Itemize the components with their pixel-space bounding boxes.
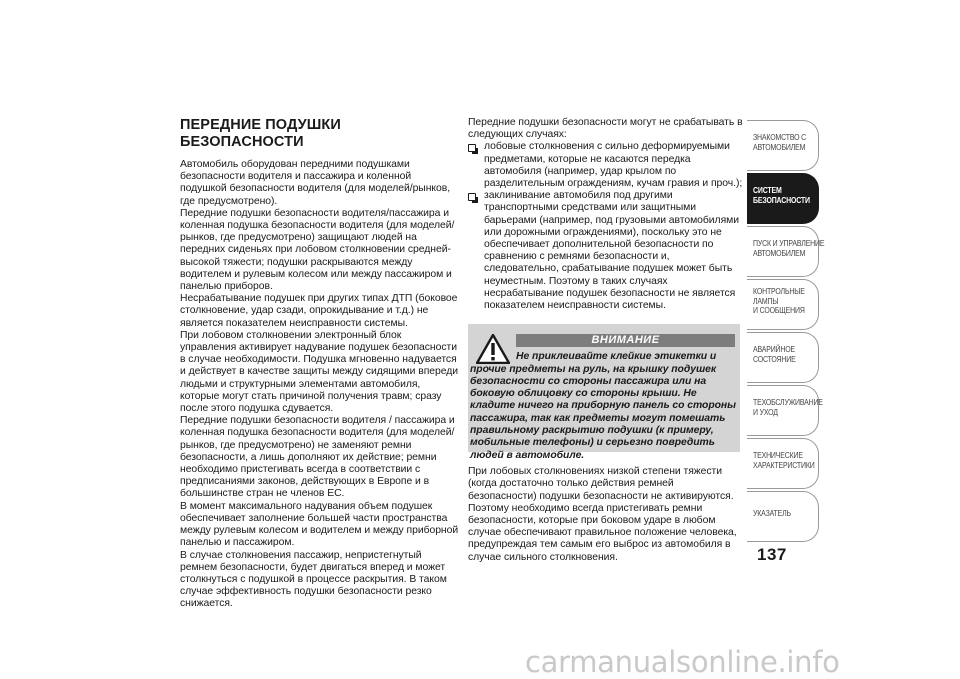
warning-header: ВНИМАНИЕ (516, 334, 735, 347)
list-item (468, 141, 743, 190)
bullet-text: заклинивание автомобиля под другими транспортными средствами или защитными барьерами (например, под грузовыми автомобилями или дорожными ограждениями), поскольку это не обеспечивает дополнительной безопасности по сравнению с ремнями безопасности и, следовательно, срабатывание подушек может быть неуместным. Поэтому в таких случаях несрабатывание подушек безопасности не является показателем неисправности системы. (484, 190, 739, 312)
tab-index[interactable] (747, 491, 819, 542)
tab-label: АВАРИЙНОЕ (753, 344, 796, 354)
tab-label: И СООБЩЕНИЯ (753, 305, 805, 315)
tab-safety-systems[interactable] (747, 173, 819, 224)
tab-label: АВТОМОБИЛЕМ (753, 247, 806, 258)
paragraph: Передние подушки безопасности водителя/пассажира и коленная подушка безопасности водителя (для моделей/рынков, где предусмотрено) защищают людей на передних сиденьях при лобовом столкновении средней-высокой тяжести; подушки раскрываются между водителем и рулевым колесом или между пассажиром и панелью приборов. (180, 207, 455, 293)
tab-specifications[interactable] (747, 438, 819, 489)
paragraph: При лобовом столкновении электронный блок управления активирует надувание подушек безопасности в случае необходимости. Подушка мгновенно надувается и действует в качестве защиты между сидящими впереди людьми и структурными элементами автомобиля, которые могут стать причиной получения травм; сразу после этого подушка сдувается. (180, 329, 458, 415)
tab-label: ЛАМПЫ (753, 295, 779, 306)
right-column (468, 117, 743, 564)
section-tabs (747, 120, 825, 544)
tab-label: СИСТЕМ (753, 185, 782, 195)
tab-starting-driving[interactable] (747, 226, 825, 277)
list-item (468, 190, 743, 312)
paragraph: Передние подушки безопасности водителя / пассажира и коленная подушка безопасности водителя (для моделей/рынков, где предусмотрено) не заменяют ремни безопасности, а лишь дополняют их действие; ремни необходимо пристегивать всегда в соответствии с предписаниями законов, действующих в Европе и в большинстве стран не членов ЕС. (180, 415, 455, 500)
bullet-list (468, 141, 743, 312)
tab-label: ТЕХНИЧЕСКИЕ (753, 450, 803, 460)
intro-paragraph: Передние подушки безопасности могут не срабатывать в следующих случаях: (468, 117, 743, 141)
tab-label: АВТОМОБИЛЕМ (753, 141, 806, 152)
page-title: ПЕРЕДНИЕ ПОДУШКИ БЕЗОПАСНОСТИ (180, 117, 341, 150)
outro-paragraph: При лобовых столкновениях низкой степени тяжести (когда достаточно только действия ремней безопасности) подушки безопасности не активируются. Поэтому необходимо всегда пристегивать ремни безопасности, которые при боковом ударе в любом случае обеспечивают правильное положение человека, предупреждая тем самым его выброс из автомобиля в случае сильного столкновения. (468, 466, 737, 563)
paragraph: Автомобиль оборудован передними подушками безопасности водителя и пассажира и коленной подушкой безопасности водителя (для моделей/рынков, где предусмотрено). (180, 159, 451, 207)
paragraph: В случае столкновения пассажир, непристегнутый ремнем безопасности, будет двигаться вперед и может столкнуться с подушкой в процессе раскрытия. В таком случае эффективность подушки безопасности резко снижается. (180, 549, 447, 610)
page-number: 137 (757, 545, 787, 564)
tab-label: И УХОД (753, 406, 778, 417)
paragraph: Несрабатывание подушек при других типах ДТП (боковое столкновение, удар сзади, опрокидывание и т.д.) не является показателем неисправности системы. (180, 293, 458, 329)
tab-label: ПУСК И УПРАВЛЕНИЕ (753, 238, 825, 248)
paragraph: В момент максимального надувания объем подушек обеспечивает заполнение большей части пространства между рулевым колесом и водителем и между приборной панелью и пассажиром. (180, 500, 459, 549)
bullet-text: лобовые столкновения с сильно деформируемыми предметами, которые не касаются передка автомобиля (например, удар крылом по разделительным ограждениям, кучам гравия и проч.); (484, 141, 743, 190)
tab-label: ЗНАКОМСТВО С (753, 132, 807, 142)
tab-maintenance[interactable] (747, 385, 823, 436)
left-column (180, 117, 460, 611)
warning-text: Не приклеивайте клейкие этикетки и прочие предметы на руль, на крышку подушек безопасности со стороны пассажира или на боковую облицовку со стороны крыши. Не кладите ничего на приборную панель со стороны пассажира, так как предметы могут помешать правильному раскрытию подушки (к примеру, мобильные телефоны) и серьезно повредить людей в автомобиле. (470, 351, 736, 461)
warning-box (468, 324, 740, 461)
tab-acquaintance[interactable] (747, 120, 819, 171)
tab-label: УКАЗАТЕЛЬ (753, 508, 791, 518)
tab-warning-lights[interactable] (747, 279, 819, 330)
tab-label: ХАРАКТЕРИСТИКИ (753, 459, 815, 470)
tab-label: КОНТРОЛЬНЫЕ (753, 286, 805, 296)
watermark: carmanualsonline.info (525, 645, 840, 679)
tab-label: ТЕХОБСЛУЖИВАНИЕ (753, 397, 823, 407)
tab-label: СОСТОЯНИЕ (753, 353, 796, 364)
checkbox-bullet-icon (468, 144, 476, 152)
checkbox-bullet-icon (468, 193, 476, 201)
tab-label: БЕЗОПАСНОСТИ (753, 194, 810, 205)
tab-emergency[interactable] (747, 332, 819, 383)
